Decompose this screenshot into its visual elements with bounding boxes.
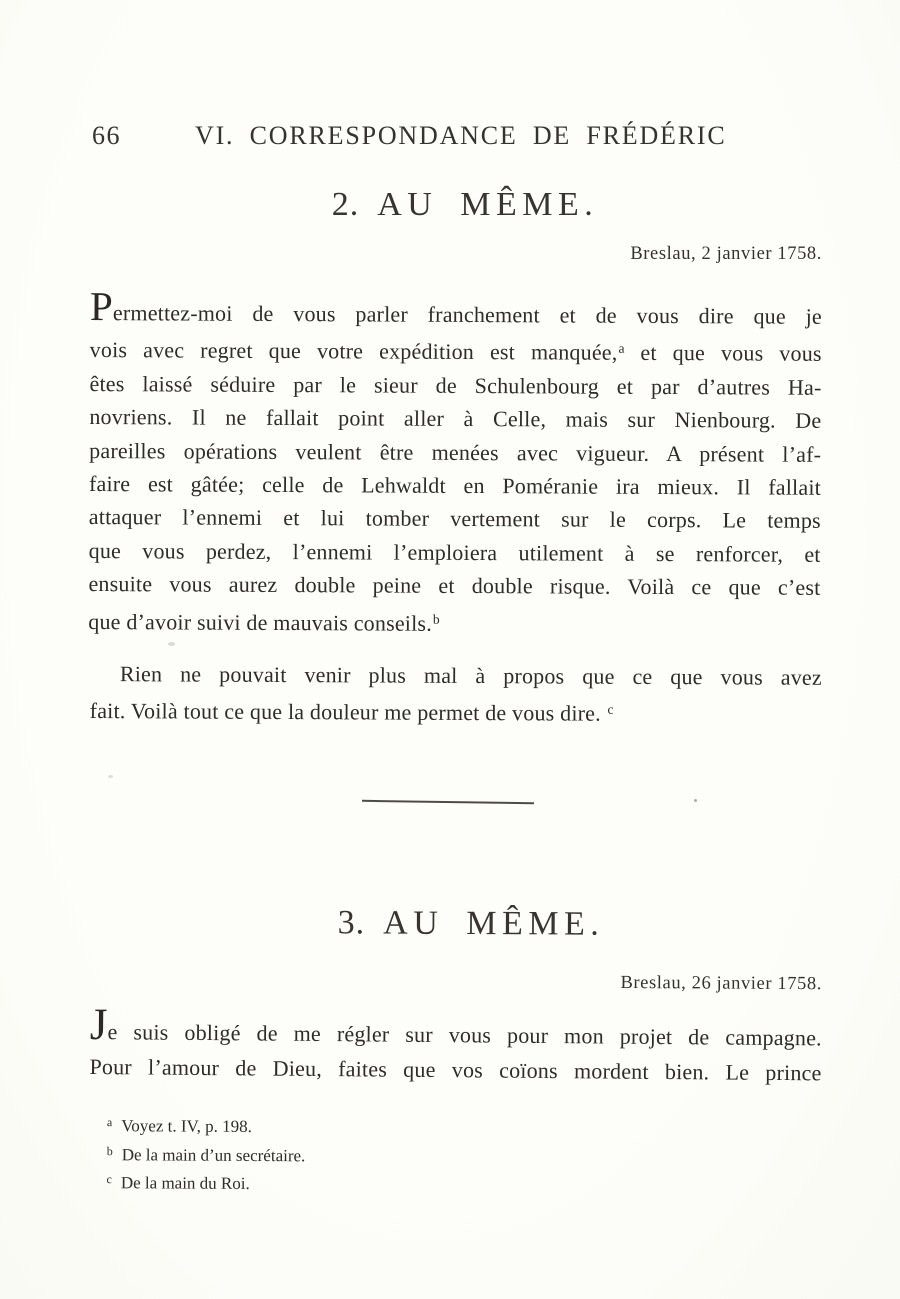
footnote-a-text: Voyez t. IV, p. 198. xyxy=(121,1116,252,1136)
letter-2-closing-paragraph xyxy=(90,657,822,732)
letter-3-title: AU MÊME. xyxy=(383,904,605,943)
letter-2-body-paragraph xyxy=(88,283,822,642)
text-segment: ermettez-moi de vous parler franchement et de vous dire que je xyxy=(112,300,822,329)
text-line xyxy=(89,400,821,437)
text-segment: ensuite vous aurez double peine et double risque. Voilà ce que c’est xyxy=(88,571,821,601)
letter-2-number: 2. xyxy=(331,186,360,223)
footnote-ref-b: b xyxy=(432,611,440,627)
text-line xyxy=(88,567,820,604)
text-line xyxy=(89,1049,821,1090)
footnote-a xyxy=(90,1110,590,1142)
text-line xyxy=(90,329,822,370)
text-segment: fait. Voilà tout ce que la douleur me permet de vous dire. xyxy=(89,698,607,727)
footnote-b-text: De la main d’un secrétaire. xyxy=(121,1144,306,1165)
drop-cap-initial: J xyxy=(89,999,108,1050)
letter-3-heading xyxy=(105,903,837,945)
footnote-b-mark: b xyxy=(106,1143,113,1158)
text-line xyxy=(89,367,821,404)
letter-3-body-paragraph xyxy=(89,999,822,1090)
text-segment: que vous perdez, l’ennemi l’emploiera utilement à se renforcer, et xyxy=(88,537,821,567)
text-segment: Rien ne pouvait venir plus mal à propos que ce que vous avez xyxy=(119,661,822,690)
page-number: 66 xyxy=(92,121,121,150)
text-segment: et que vous vous xyxy=(624,340,822,367)
text-segment: que d’avoir suivi de mauvais conseils. xyxy=(88,608,432,636)
text-line xyxy=(89,283,822,333)
footnotes-block xyxy=(89,1110,590,1199)
letter-3-number: 3. xyxy=(337,904,366,942)
scan-speck xyxy=(694,799,697,802)
scan-speck xyxy=(168,642,175,646)
letter-3-dateline: Breslau, 26 janvier 1758. xyxy=(620,972,823,995)
letter-2-heading xyxy=(99,186,831,224)
footnote-b xyxy=(90,1138,590,1170)
text-segment: êtes laissé séduire par le sieur de Schulenbourg et par d’autres Ha- xyxy=(89,370,822,400)
letter-2-title: AU MÊME. xyxy=(377,186,599,223)
text-segment: novriens. Il ne fallait point aller à Celle, mais sur Nienbourg. De xyxy=(89,404,822,434)
text-line xyxy=(89,434,821,471)
footnote-a-mark: a xyxy=(106,1115,113,1130)
footnote-ref-a: a xyxy=(618,341,625,357)
text-line xyxy=(89,500,821,537)
text-segment: Pour l’amour de Dieu, faites que vos coïons mordent bien. Le prince xyxy=(89,1053,822,1086)
text-line xyxy=(90,690,822,731)
running-head: VI. CORRESPONDANCE DE FRÉDÉRIC xyxy=(195,121,727,150)
section-divider-rule xyxy=(362,800,534,804)
text-line xyxy=(88,601,820,642)
text-segment: pareilles opérations veulent être menées avec vigueur. A présent l’af- xyxy=(89,437,822,467)
letter-2-dateline: Breslau, 2 janvier 1758. xyxy=(630,244,822,264)
text-line xyxy=(90,657,822,694)
footnote-c xyxy=(89,1167,589,1199)
scan-speck xyxy=(108,775,113,778)
drop-cap-initial: P xyxy=(89,283,114,330)
footnote-ref-c: c xyxy=(607,702,614,718)
text-segment: vois avec regret que votre expédition est manquée, xyxy=(89,337,618,366)
footnote-c-text: De la main du Roi. xyxy=(120,1173,250,1193)
text-line xyxy=(89,467,821,504)
text-segment: faire est gâtée; celle de Lehwaldt en Poméranie ira mieux. Il fallait xyxy=(88,471,822,500)
text-segment: e suis obligé de me régler sur vous pour mon projet de campagne. xyxy=(107,1019,822,1051)
text-segment: attaquer l’ennemi et lui tomber vertement sur le corps. Le temps xyxy=(88,504,821,534)
text-line xyxy=(89,534,821,571)
footnote-c-mark: c xyxy=(106,1172,112,1187)
